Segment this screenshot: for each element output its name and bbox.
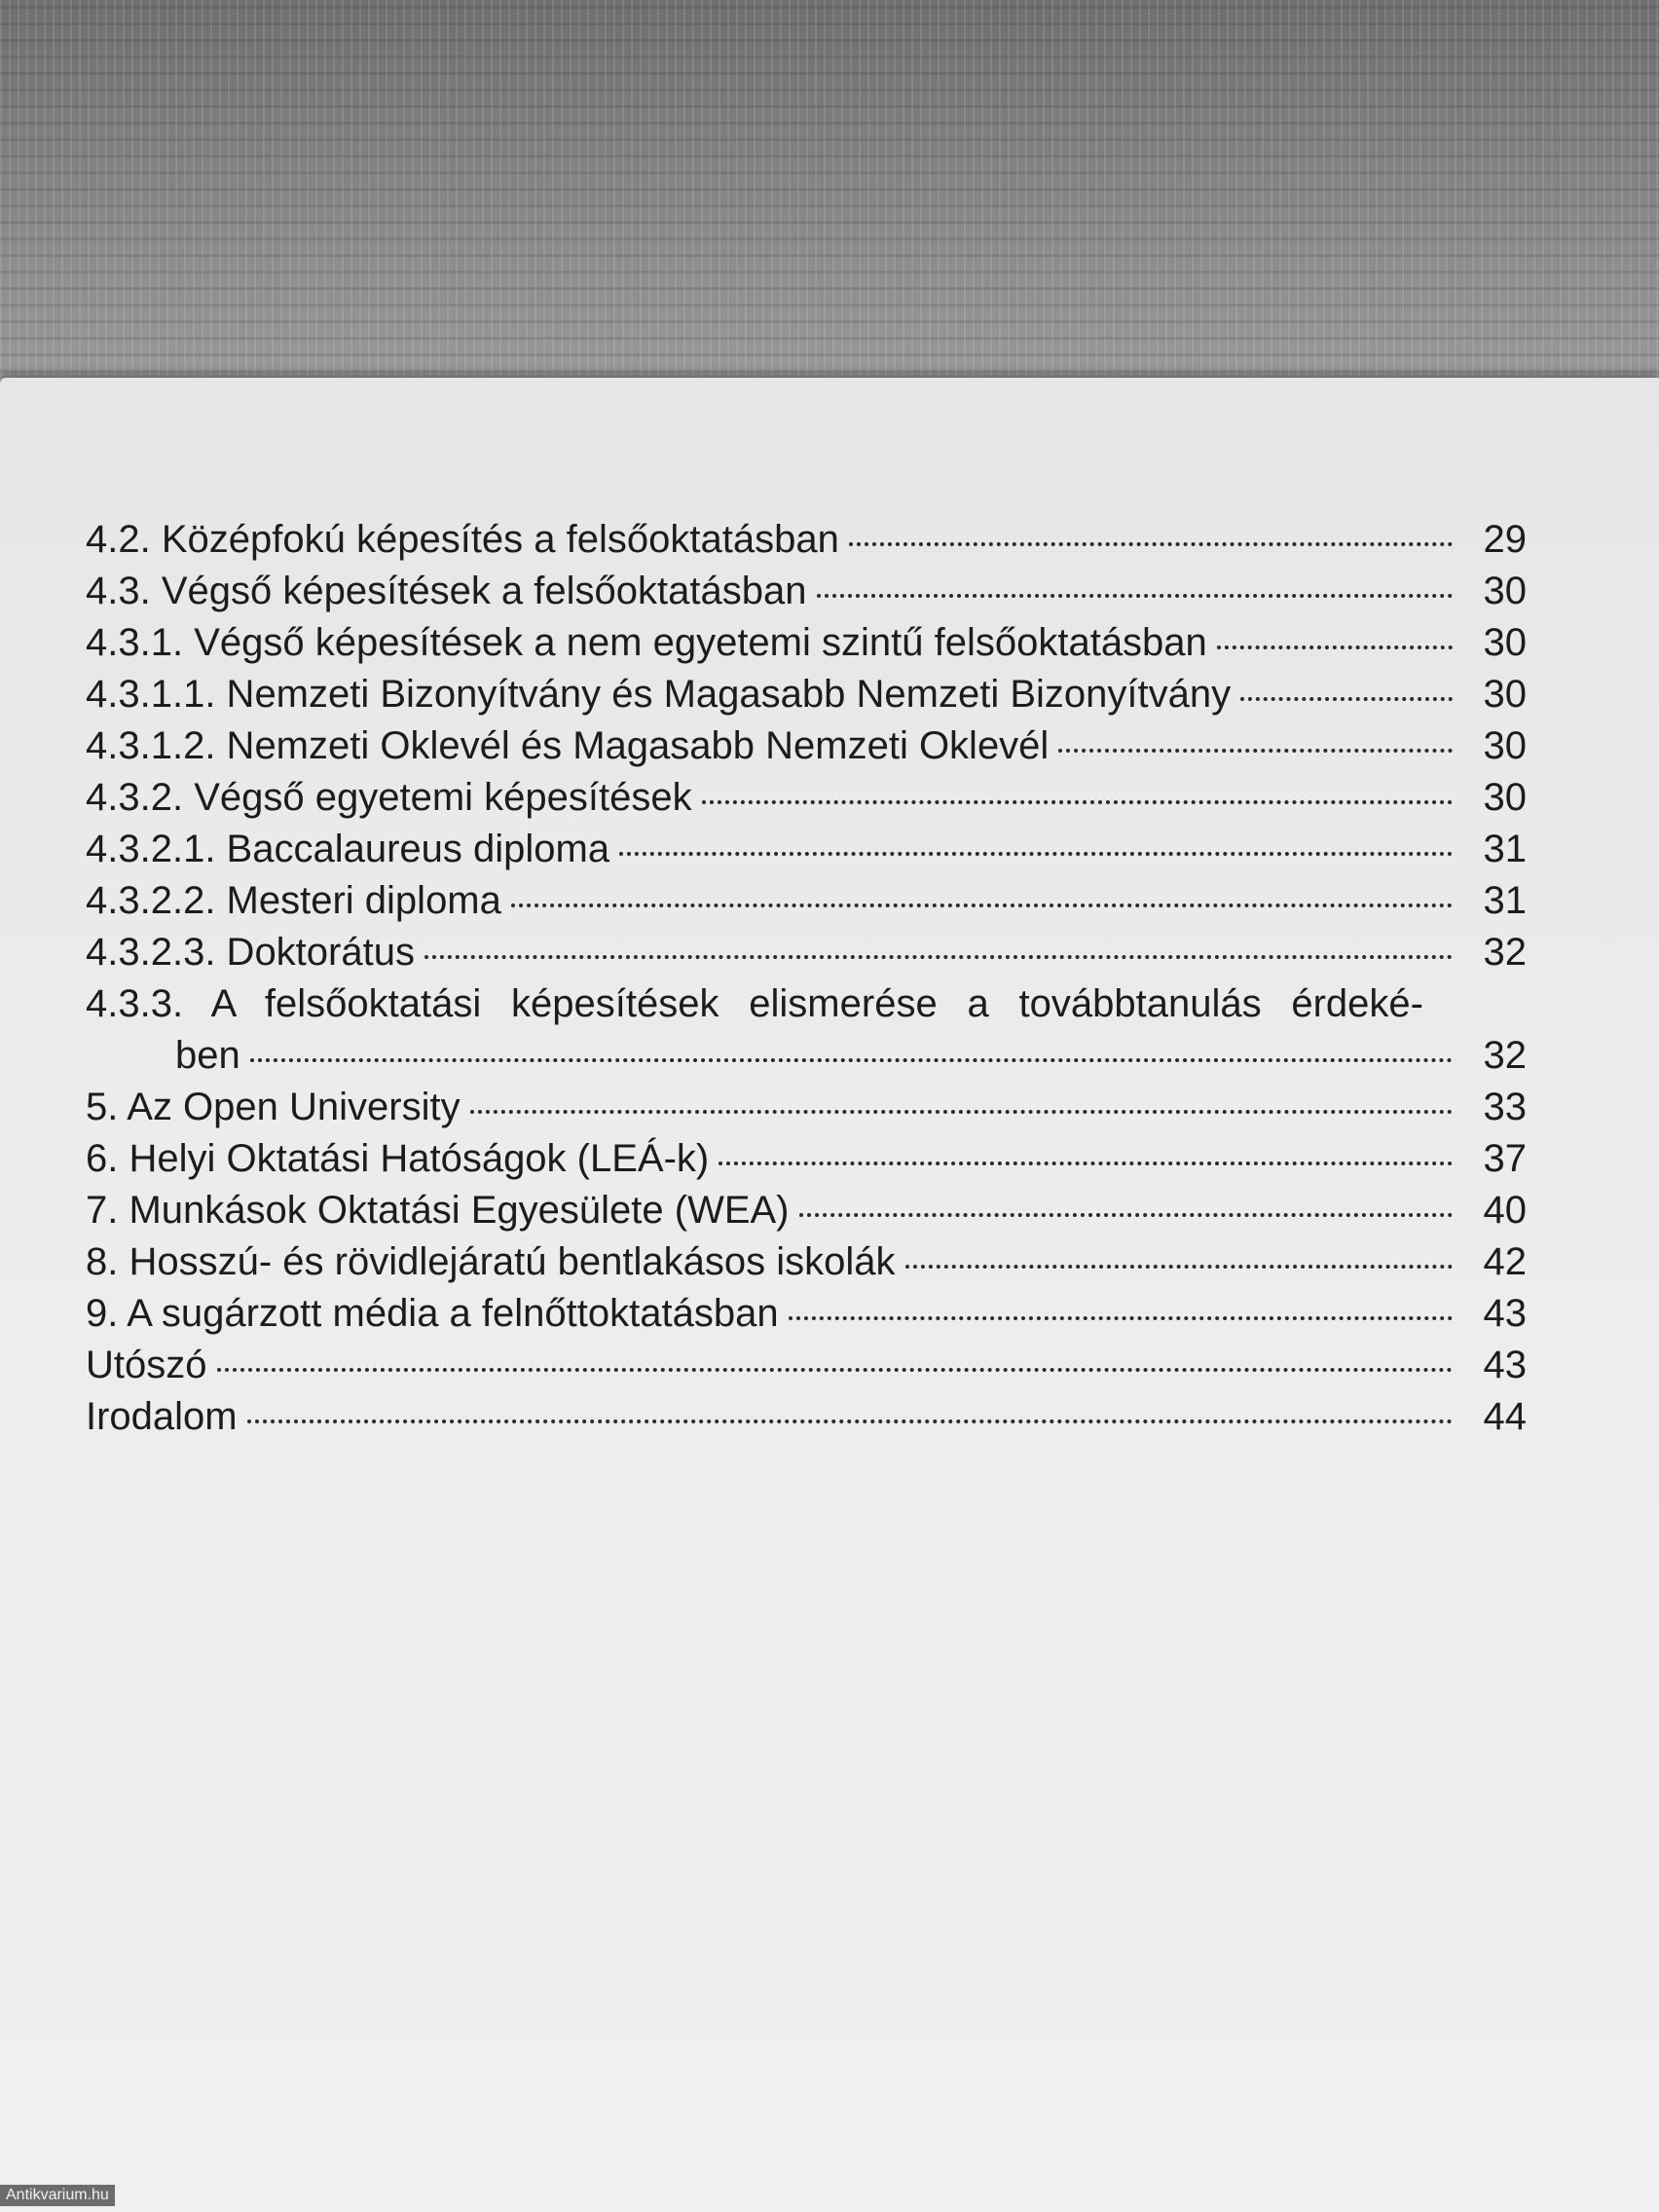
toc-entry-title: 4.3.2.1. Baccalaureus diploma [86, 828, 610, 870]
toc-page-number: 31 [1483, 828, 1527, 870]
toc-entry [86, 1340, 1527, 1391]
toc-page-number: 42 [1483, 1240, 1527, 1283]
toc-page-number: 33 [1483, 1086, 1527, 1128]
toc-entry [86, 824, 1527, 875]
toc-entry [86, 720, 1527, 772]
toc-entry [86, 566, 1527, 617]
dot-leader [250, 1056, 1453, 1062]
toc-entry [86, 514, 1527, 566]
toc-entry [86, 1185, 1527, 1236]
dot-leader [470, 1108, 1453, 1114]
toc-entry-title: 4.3.2. Végső egyetemi képesítések [86, 776, 692, 819]
toc-entry [86, 1030, 1527, 1082]
toc-page-number: 29 [1483, 518, 1527, 561]
toc-entry [86, 1133, 1527, 1185]
dot-leader [905, 1263, 1453, 1269]
dot-leader [1058, 747, 1453, 753]
toc-entry [86, 1288, 1527, 1340]
toc-entry [86, 927, 1527, 978]
toc-entry-title: Irodalom [86, 1395, 238, 1438]
toc-page-number: 30 [1483, 776, 1527, 819]
toc-page-number: 32 [1483, 1034, 1527, 1077]
toc-entry [86, 772, 1527, 824]
toc-entry-title: 7. Munkások Oktatási Egyesülete (WEA) [86, 1189, 790, 1232]
site-watermark: Antikvarium.hu [0, 2185, 115, 2206]
table-of-contents [86, 514, 1527, 1443]
toc-page-number: 30 [1483, 724, 1527, 767]
toc-page-number: 43 [1483, 1344, 1527, 1386]
toc-entry [86, 1236, 1527, 1288]
toc-entry-title: 4.3.1. Végső képesítések a nem egyetemi szintű felsőoktatásban [86, 621, 1207, 664]
toc-entry-title: 4.3.2.3. Doktorátus [86, 931, 415, 974]
toc-page-number: 40 [1483, 1189, 1527, 1232]
toc-entry-title: 6. Helyi Oktatási Hatóságok (LEÁ-k) [86, 1137, 710, 1180]
toc-entry-title: 4.3.2.2. Mesteri diploma [86, 879, 501, 922]
toc-entry-title: 4.2. Középfokú képesítés a felsőoktatásban [86, 518, 839, 561]
toc-entry-title-continuation: ben [175, 1034, 240, 1077]
toc-entry-title: 5. Az Open University [86, 1086, 461, 1128]
toc-entry-title: 9. A sugárzott média a felnőttoktatásban [86, 1292, 779, 1335]
toc-entry-title: 4.3.1.2. Nemzeti Oklevél és Magasabb Nemzeti Oklevél [86, 724, 1050, 767]
dot-leader [799, 1211, 1454, 1217]
dot-leader [849, 540, 1453, 546]
toc-page-number: 30 [1483, 673, 1527, 716]
toc-page-number: 32 [1483, 931, 1527, 974]
toc-entry-title: 8. Hosszú- és rövidlejáratú bentlakásos iskolák [86, 1240, 896, 1283]
toc-entry-title: Utószó [86, 1344, 207, 1386]
toc-entry-title: 4.3.1.1. Nemzeti Bizonyítvány és Magasabb Nemzeti Bizonyítvány [86, 673, 1232, 716]
toc-entry [86, 1082, 1527, 1133]
toc-entry [86, 617, 1527, 669]
toc-page-number: 31 [1483, 879, 1527, 922]
dot-leader [789, 1314, 1453, 1320]
dot-leader [702, 798, 1453, 804]
toc-entry [86, 875, 1527, 927]
dot-leader [217, 1366, 1454, 1372]
toc-entry [86, 1391, 1527, 1443]
toc-entry [86, 669, 1527, 720]
toc-entry-title: 4.3. Végső képesítések a felsőoktatásban [86, 570, 807, 612]
dot-leader [619, 850, 1453, 856]
book-page [0, 378, 1659, 2212]
toc-page-number: 43 [1483, 1292, 1527, 1335]
toc-page-number: 37 [1483, 1137, 1527, 1180]
dot-leader [1217, 644, 1453, 649]
dot-leader [817, 592, 1454, 598]
dot-leader [511, 902, 1453, 907]
toc-page-number: 30 [1483, 621, 1527, 664]
dot-leader [1240, 695, 1453, 701]
toc-entry-title-first-line: 4.3.3. A felsőoktatási képesítések elismerése a továbbtanulás érdeké- [86, 982, 1423, 1025]
dot-leader [424, 953, 1453, 959]
toc-page-number: 44 [1483, 1395, 1527, 1438]
dot-leader [247, 1418, 1453, 1423]
toc-page-number: 30 [1483, 570, 1527, 612]
background-surface [0, 0, 1659, 389]
dot-leader [719, 1160, 1453, 1165]
